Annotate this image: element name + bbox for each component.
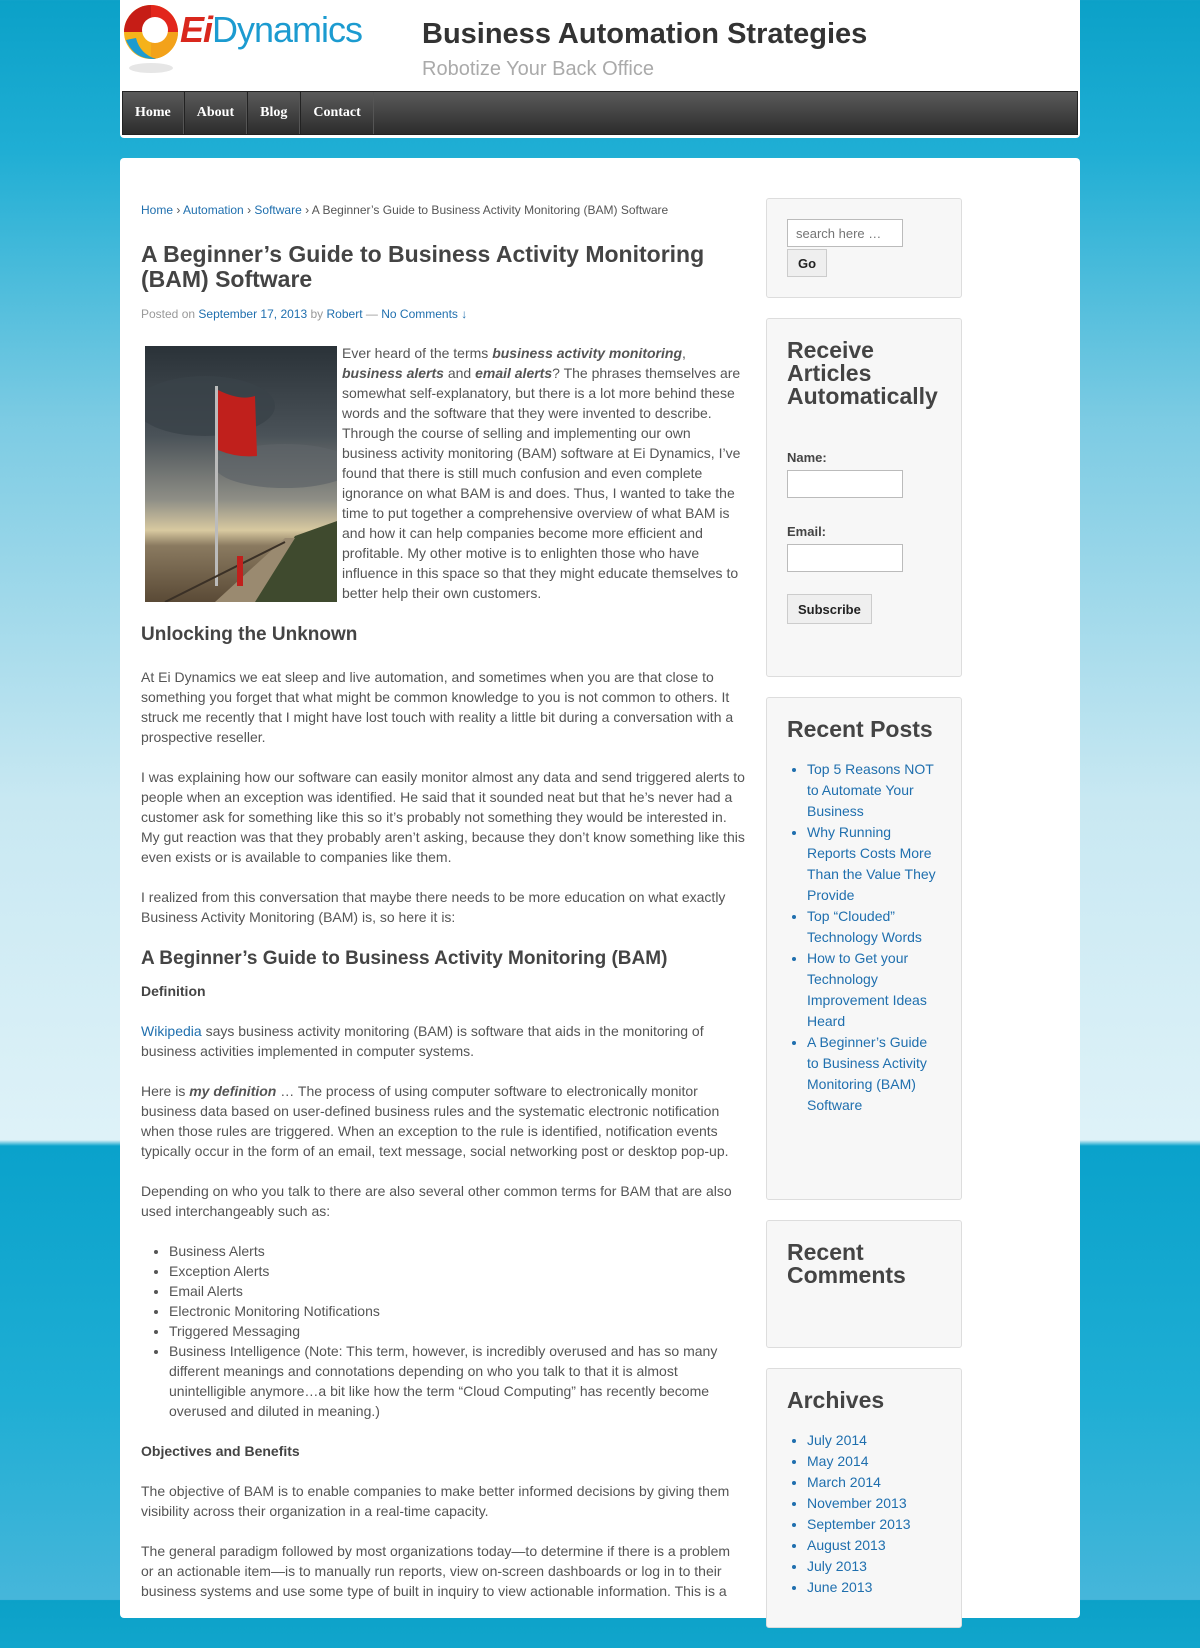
post-title: A Beginner’s Guide to Business Activity Monitoring (BAM) Software	[141, 241, 705, 292]
intro-pre: Ever heard of the terms	[342, 345, 493, 361]
meta-author-link[interactable]: Robert	[326, 307, 363, 321]
recent-comments-widget	[766, 1220, 962, 1348]
email-field[interactable]	[787, 544, 903, 572]
archive-link[interactable]: • August 2013	[807, 1535, 941, 1556]
logo-dynamics: Dynamics	[212, 9, 363, 50]
archive-link[interactable]: • May 2014	[807, 1451, 941, 1472]
breadcrumb-current: A Beginner’s Guide to Business Activity Monitoring (BAM) Software	[311, 203, 669, 217]
archive-link[interactable]: • June 2013	[807, 1577, 941, 1598]
paragraph-5	[141, 1081, 745, 1161]
subscribe-title: Receive Articles Automatically	[787, 337, 938, 409]
breadcrumb-sep: ›	[305, 203, 310, 217]
archive-link[interactable]: • March 2014	[807, 1472, 941, 1493]
meta-by: by	[310, 307, 324, 321]
list-item: • Electronic Monitoring Notifications	[169, 1301, 745, 1321]
meta-posted: Posted on	[141, 307, 196, 321]
name-label: Name:	[787, 450, 827, 465]
wikipedia-link[interactable]: Wikipedia	[141, 1023, 202, 1039]
heading-definition: Definition	[141, 983, 206, 999]
content-wrapper	[120, 158, 1080, 1618]
my-definition: my definition	[189, 1083, 277, 1099]
list-item: • Exception Alerts	[169, 1261, 745, 1281]
intro-comma: ,	[682, 345, 686, 361]
post-meta	[141, 307, 745, 321]
archives-title: Archives	[787, 1387, 885, 1413]
paragraph-3: I realized from this conversation that maybe there needs to be more education on what exactly Business Activity Monitoring (BAM) is, so here it is:	[141, 889, 726, 925]
paragraph-5-rest: … The process of using computer software to electronically monitor business data based on user-defined business rules and the systematic electronic notification when those rules are triggered. When an exception to the rule is identified, notification events typically occur in the form of an email, text message, social networking post or desktop pop-up.	[141, 1083, 729, 1159]
search-input[interactable]	[787, 219, 903, 247]
recent-posts-widget	[766, 697, 962, 1200]
breadcrumb-sep: ›	[176, 203, 181, 217]
archives-widget	[766, 1368, 962, 1628]
breadcrumb-software[interactable]: Software	[254, 203, 302, 217]
paragraph-4-rest: says business activity monitoring (BAM) is software that aids in the monitoring of business activities implemented in computer systems.	[141, 1023, 704, 1059]
breadcrumb-sep: ›	[247, 203, 252, 217]
breadcrumb-home[interactable]: Home	[141, 203, 174, 217]
main-content	[141, 202, 745, 1621]
search-widget	[766, 198, 962, 298]
paragraph-7: The objective of BAM is to enable companies to make better informed decisions by giving them visibility across their organization in a real-time capacity.	[141, 1483, 730, 1519]
bam-terms-list	[141, 1241, 745, 1421]
meta-dash: —	[365, 307, 378, 321]
archives-list	[787, 1430, 941, 1598]
intro-rest: ? The phrases themselves are somewhat self-explanatory, but there is a lot more behind these words and the software that they were invented to describe. Through the course of selling and implementing our own business activity monitoring (BAM) software at Ei Dynamics, I’ve found that there is still much confusion and even complete ignorance on what BAM is and does. Thus, I wanted to take the time to put together a comprehensive overview of what BAM is and how it can help companies become more efficient and profitable. My other motive is to enlighten those who have influence in this space so that they might educate themselves to better help their own customers.	[342, 365, 741, 601]
logo-ei: Ei	[180, 9, 213, 50]
site-title[interactable]: Business Automation Strategies	[422, 18, 868, 50]
recent-posts-list	[787, 759, 941, 1116]
paragraph-6: Depending on who you talk to there are also several other common terms for BAM that are also used interchangeably such as:	[141, 1183, 732, 1219]
nav-item-home[interactable]: Home	[123, 92, 184, 134]
recent-post-link[interactable]: • A Beginner’s Guide to Business Activity Monitoring (BAM) Software	[807, 1032, 941, 1116]
post-body	[141, 343, 745, 1601]
intro-and: and	[443, 365, 476, 381]
email-label: Email:	[787, 524, 827, 539]
site-logo[interactable]	[122, 2, 372, 76]
term-email-alerts: email alerts	[475, 365, 553, 381]
paragraph-2: I was explaining how our software can easily monitor almost any data and send triggered alerts to people when an exception was identified. He said that it sounded neat but that he’s never had a customer ask for something like this so it’s probably not something they would be interested in. My gut reaction was that they probably aren’t asking, because they don’t know something like this even exists or is available to companies like them.	[141, 769, 745, 865]
recent-comments-title: Recent Comments	[787, 1239, 906, 1288]
red-flag-beach-image	[145, 346, 337, 602]
heading-guide: A Beginner’s Guide to Business Activity Monitoring (BAM)	[141, 948, 668, 969]
heading-objectives: Objectives and Benefits	[141, 1443, 300, 1459]
search-go-button[interactable]: Go	[787, 249, 827, 277]
paragraph-5-pre: Here is	[141, 1083, 190, 1099]
archive-link[interactable]: • November 2013	[807, 1493, 941, 1514]
paragraph-1: At Ei Dynamics we eat sleep and live automation, and sometimes when you are that close to something you forget that what might be common knowledge to you is not common to others. It struck me recently that I might have lost touch with reality a little bit during a conversation with a prospective reseller.	[141, 669, 734, 745]
site-description: Robotize Your Back Office	[422, 58, 654, 80]
list-item: • Business Alerts	[169, 1241, 745, 1261]
subscribe-button[interactable]: Subscribe	[787, 594, 872, 624]
heading-unlocking: Unlocking the Unknown	[141, 624, 358, 645]
recent-post-link[interactable]: • Why Running Reports Costs More Than the Value They Provide	[807, 822, 941, 906]
nav-item-about[interactable]: About	[184, 92, 247, 134]
list-item: • Triggered Messaging	[169, 1321, 745, 1341]
archive-link[interactable]: • September 2013	[807, 1514, 941, 1535]
breadcrumb-automation[interactable]: Automation	[183, 203, 244, 217]
nav-item-blog[interactable]: Blog	[247, 92, 300, 134]
list-item: • Business Intelligence (Note: This term, however, is incredibly overused and has so many different meanings and connotations depending on who you talk to that it is almost unintelligible anymore…a bit like how the term “Cloud Computing” has recently become overused and diluted in meaning.)	[169, 1341, 745, 1421]
list-item: • Email Alerts	[169, 1281, 745, 1301]
term-business-alerts: business alerts	[342, 365, 444, 381]
archive-link[interactable]: • July 2014	[807, 1430, 941, 1451]
meta-date-link[interactable]: September 17, 2013	[198, 307, 308, 321]
name-field[interactable]	[787, 470, 903, 498]
main-nav	[122, 91, 1078, 135]
site-header	[120, 0, 1080, 138]
nav-item-contact[interactable]: Contact	[300, 92, 373, 134]
archive-link[interactable]: • July 2013	[807, 1556, 941, 1577]
meta-comments-link[interactable]: No Comments ↓	[381, 307, 468, 321]
recent-posts-title: Recent Posts	[787, 716, 933, 742]
breadcrumb	[141, 202, 745, 218]
logo-sphere-icon	[122, 2, 182, 76]
sidebar	[766, 198, 962, 1648]
paragraph-4	[141, 1021, 745, 1061]
recent-post-link[interactable]: • Top 5 Reasons NOT to Automate Your Business	[807, 759, 941, 822]
logo-wordmark	[180, 10, 362, 50]
recent-post-link[interactable]: • How to Get your Technology Improvement Ideas Heard	[807, 948, 941, 1032]
paragraph-8: The general paradigm followed by most organizations today—to determine if there is a problem or an actionable item—is to manually run reports, view on-screen dashboards or log in to their business systems and use some type of built in inquiry to view actionable information. This is a	[141, 1543, 731, 1599]
subscribe-widget	[766, 318, 962, 677]
term-bam: business activity monitoring	[492, 345, 683, 361]
recent-post-link[interactable]: • Top “Clouded” Technology Words	[807, 906, 941, 948]
